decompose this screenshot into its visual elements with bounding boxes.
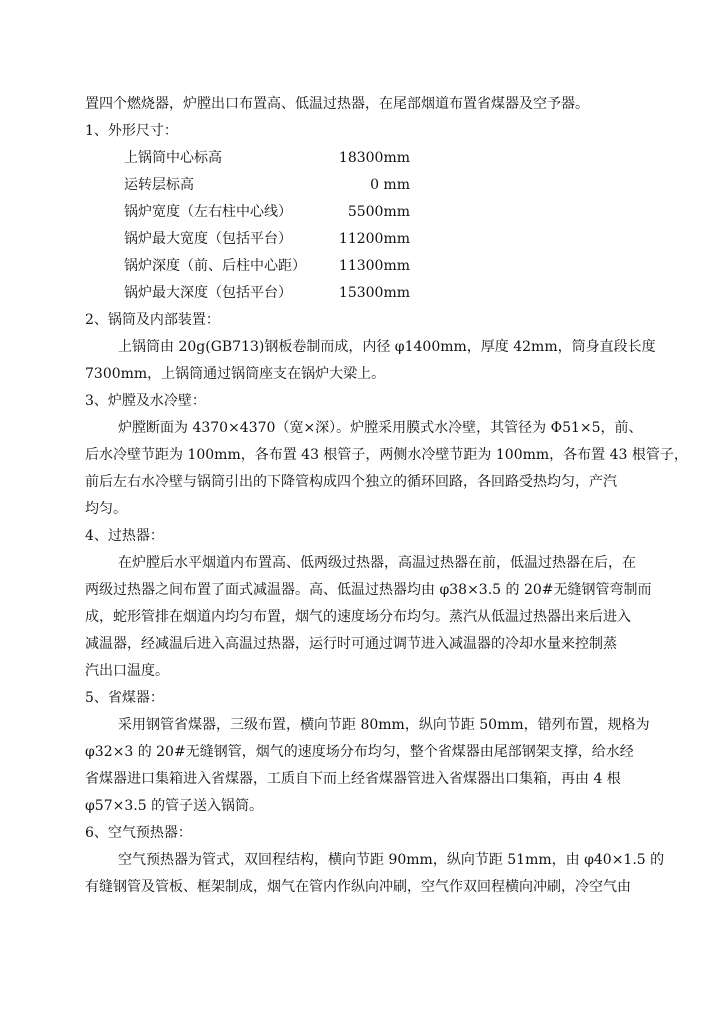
section-heading-dimensions: 1、外形尺寸： [85,123,178,139]
spec-label: 锅炉宽度（左右柱中心线） [124,204,292,220]
intro-line: 置四个燃烧器，炉膛出口布置高、低温过热器，在尾部烟道布置省煤器及空予器。 [85,96,589,112]
paragraph-line: 汽出口温度。 [85,663,169,679]
paragraph-line: 空气预热器为管式，双回程结构，横向节距 90mm，纵向节距 51mm，由 φ40×1.5 的 [118,852,665,868]
spec-value: 11300mm [338,258,410,274]
spec-value: 18300mm [338,150,410,166]
paragraph-line: 均匀。 [85,501,127,517]
section-heading-furnace: 3、炉膛及水冷壁： [85,393,206,409]
paragraph-line: 炉膛断面为 4370×4370（宽×深）。炉膛采用膜式水冷壁，其管径为 Φ51×5，前、 [118,420,643,436]
paragraph-line: 7300mm，上锅筒通过锅筒座支在锅炉大梁上。 [85,366,386,382]
paragraph-line: 前后左右水冷壁与锅筒引出的下降管构成四个独立的循环回路，各回路受热均匀，产汽 [85,474,617,490]
spec-value: 5500mm [347,204,410,220]
paragraph-line: 两级过热器之间布置了面式减温器。高、低温过热器均由 φ38×3.5 的 20#无缝钢管弯制而 [85,582,652,598]
spec-label: 锅炉最大宽度（包括平台） [124,231,292,247]
paragraph-line: φ57×3.5 的管子送入锅筒。 [85,798,264,814]
paragraph-line: φ32×3 的 20#无缝钢管，烟气的速度场分布均匀，整个省煤器由尾部钢架支撑，给水经 [85,744,634,760]
spec-value: 15300mm [338,285,410,301]
paragraph-line: 在炉膛后水平烟道内布置高、低两级过热器，高温过热器在前，低温过热器在后，在 [118,555,636,571]
spec-value: 0 mm [370,177,410,193]
paragraph-line: 有缝钢管及管板、框架制成，烟气在管内作纵向冲刷，空气作双回程横向冲刷，冷空气由 [85,879,631,895]
paragraph-line: 后水冷壁节距为 100mm，各布置 43 根管子，两侧水冷壁节距为 100mm，各布置 43 根管子， [85,447,688,463]
spec-value: 11200mm [338,231,410,247]
spec-label: 上锅筒中心标高 [124,150,222,166]
paragraph-line: 减温器，经减温后进入高温过热器，运行时可通过调节进入减温器的冷却水量来控制蒸 [85,636,617,652]
section-heading-economizer: 5、省煤器： [85,690,164,706]
paragraph-line: 成，蛇形管排在烟道内均匀布置，烟气的速度场分布均匀。蒸汽从低温过热器出来后进入 [85,609,631,625]
spec-label: 运转层标高 [124,177,194,193]
spec-label: 锅炉深度（前、后柱中心距） [124,258,306,274]
paragraph-line: 省煤器进口集箱进入省煤器，工质自下而上经省煤器管进入省煤器出口集箱，再由 4 根 [85,771,621,787]
paragraph-line: 上锅筒由 20g(GB713)钢板卷制而成，内径 φ1400mm，厚度 42mm，筒身直段长度 [118,339,656,355]
section-heading-air-preheater: 6、空气预热器： [85,825,192,841]
paragraph-line: 采用钢管省煤器，三级布置，横向节距 80mm，纵向节距 50mm，错列布置，规格为 [118,717,650,733]
section-heading-drum: 2、锅筒及内部装置： [85,312,220,328]
section-heading-superheater: 4、过热器： [85,528,164,544]
spec-label: 锅炉最大深度（包括平台） [124,285,292,301]
